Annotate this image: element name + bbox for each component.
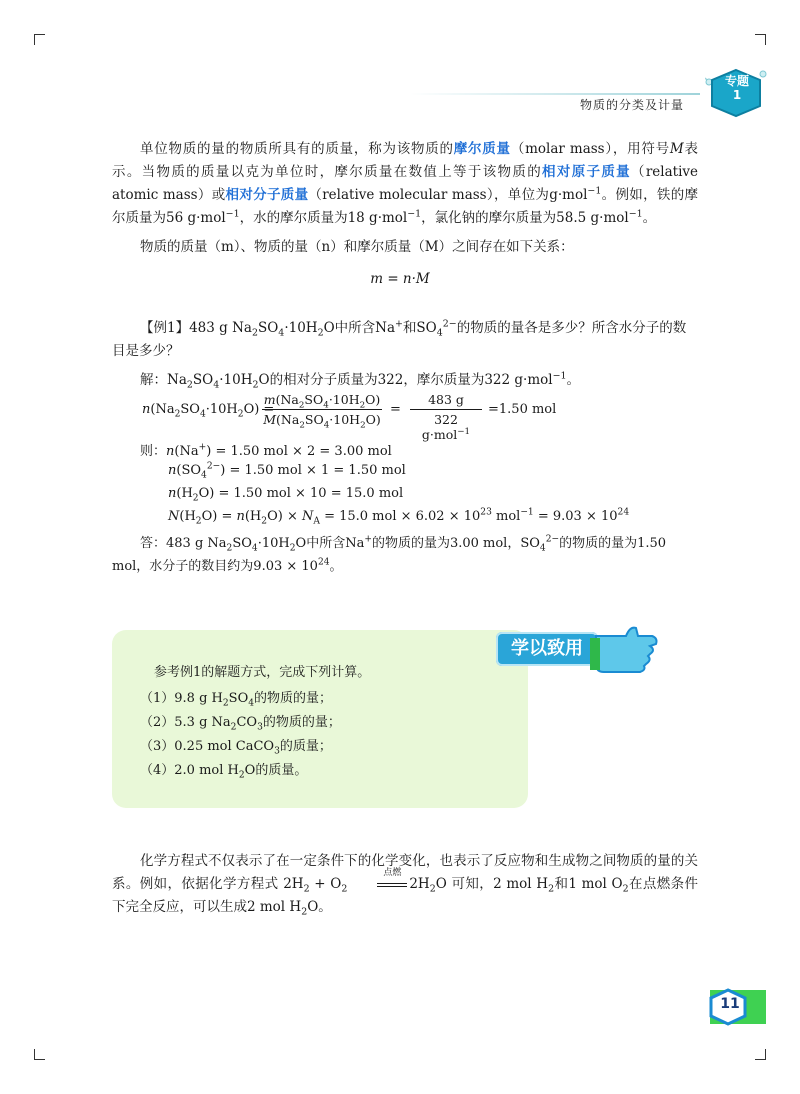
text-run: 中所含Na	[306, 536, 365, 551]
text-run: （4）2.0 mol H	[140, 763, 239, 778]
exponent: −1	[225, 208, 240, 220]
then-line-2: $n(SO_4^{2-}) = 1.50$ mol × 1 = 1.50 mol	[168, 461, 406, 481]
crop-mark-bottom-right	[755, 1049, 766, 1060]
practice-item-2: （2）5.3 g $Na_2CO_3$的物质的量；	[140, 715, 341, 733]
crop-mark-bottom-left	[34, 1049, 45, 1060]
exponent: 23	[480, 507, 492, 518]
text-run: 。	[642, 210, 657, 226]
text-run: ·10H	[284, 320, 318, 336]
fraction-numerator: $m(Na_2SO_4\cdot 10H_2O)$	[263, 392, 381, 411]
text-run: 【例1】483 g Na	[140, 320, 252, 336]
badge-line-1: 专题	[724, 74, 749, 88]
superscript: +	[395, 318, 403, 330]
text-run: 的物质的量；	[262, 715, 341, 730]
text-run: SO	[228, 691, 249, 706]
exponent: −1	[407, 208, 422, 220]
text-run: CO	[236, 715, 258, 730]
text-run: mol	[496, 509, 521, 524]
text-run: O中所含Na	[323, 320, 396, 336]
text-run: = 9.03 × 10	[537, 509, 618, 524]
text-run: 和SO	[402, 320, 437, 336]
reaction-condition-arrow	[347, 868, 409, 896]
text-run: O的质量。	[244, 763, 308, 778]
text-run: SO	[257, 320, 279, 336]
solution-line: 解：$Na_2SO_4\cdot 10H_2O$的相对分子质量为322，摩尔质量为322 g·mol$^{-1}$。	[140, 370, 581, 391]
pointing-hand-icon	[590, 618, 660, 674]
subscript: 2	[251, 327, 258, 339]
text-run: 答：483 g Na	[140, 536, 227, 551]
text-run: （2）5.3 g Na	[140, 715, 231, 730]
text-run: （relative molecular mass），单位为g·mol	[308, 187, 588, 203]
text-run: O。	[307, 899, 332, 915]
text-run: 。	[329, 559, 343, 574]
fraction-numerator: 483 g	[410, 392, 482, 410]
paragraph-chemical-equation: 化学方程式不仅表示了在一定条件下的化学变化，也表示了反应物和生成物之间物质的量的关系。例如，依据化学方程式 $2H_2 + O_2$ 点燃 $2H_2O$ 可知，2 mol $H_2$和1 mol $O_2$在点燃条件下完全反应，可以生成2 mol $H_2O$。	[112, 853, 699, 918]
text-run: （relative atomic mass）或	[112, 164, 699, 203]
paragraph-relation: 物质的质量（m）、物质的量（n）和摩尔质量（M）之间存在如下关系：	[140, 239, 574, 255]
fraction-denominator	[410, 410, 482, 442]
text-run: O 可知，2 mol H	[435, 876, 549, 892]
example-1-question	[112, 317, 698, 363]
practice-item-1: （1）9.8 g $H_2SO_4$的物质的量；	[140, 691, 333, 709]
text-run: ，氯化钠的摩尔质量为58.5 g·mol	[421, 210, 629, 226]
fraction-denominator: $M(Na_2SO_4\cdot 10H_2O)$	[263, 412, 381, 431]
page-number: 11	[720, 996, 740, 1012]
running-header-title: 物质的分类及计量	[580, 98, 685, 112]
term-relative-molecular-mass: 相对分子质量	[225, 187, 309, 203]
superscript: 2−	[442, 318, 457, 330]
text-run: = 1.50 mol × 10 = 15.0 mol	[218, 486, 404, 501]
practice-intro: 参考例1的解题方式，完成下列计算。	[154, 665, 371, 680]
text-run: = 15.0 mol × 6.02 × 10	[324, 509, 481, 524]
subscript: 4	[436, 327, 443, 339]
then-line-3: $n(H_2O) = 1.50$ mol × 10 = 15.0 mol	[168, 486, 404, 504]
practice-item-3: （3）0.25 mol CaCO$_3$的质量；	[140, 739, 332, 757]
equals-sign: =	[390, 402, 401, 417]
chapter-badge-label	[715, 74, 759, 102]
text-run: ，水的摩尔质量为18 g·mol	[239, 210, 408, 226]
exponent: −1	[520, 507, 534, 518]
text-run: 的物质的量各是多少？所含水分子的数目是多少？	[112, 320, 687, 359]
text-run: （molar mass），用符号	[510, 141, 670, 157]
fraction-mass-over-molar-mass	[262, 392, 382, 431]
badge-line-2: 1	[732, 88, 742, 102]
text-run: 表示。当物质的质量以克为单位时，摩尔质量在数值上等于该物质的	[112, 141, 699, 180]
text-run: 的物质的量为1.50 mol，水分子的数目约为9.03 × 10	[112, 536, 667, 574]
reaction-condition-label: 点燃	[383, 868, 402, 878]
text-run: 的相对分子质量为322，摩尔质量为322 g·mol	[269, 372, 553, 388]
calc-result: =1.50 mol	[488, 402, 557, 417]
subscript: 4	[278, 327, 285, 339]
text-run: 322 g·mol	[421, 412, 458, 442]
calc-lhs: $n(Na_2SO_4\cdot 10H_2O)$ =	[142, 402, 275, 420]
example-1-answer: 答：483 g $Na_2SO_4\cdot 10H_2O$中所含Na+的物质的量为3.00 mol，$SO_4^{2-}$的物质的量为1.50 mol，水分子的数目约为$9.03 \times 10^{24}$。	[112, 534, 667, 574]
text-run: 的质量；	[279, 739, 332, 754]
text-run: 的物质的量；	[254, 691, 333, 706]
solution-label: 解：	[140, 372, 167, 388]
exponent: −1	[457, 426, 471, 437]
text-run: 化学方程式不仅表示了在一定条件下的化学变化，也表示了反应物和生成物之间物质的量的关系。例如，依据化学方程式 2H	[112, 853, 698, 892]
crop-mark-top-left	[34, 34, 45, 45]
text-run: （3）0.25 mol CaCO	[140, 739, 275, 754]
text-run: = 1.50 mol × 2 = 3.00 mol	[215, 444, 392, 459]
formula-m-equals-n-m: m = n·M	[370, 271, 430, 287]
exponent: 24	[317, 557, 330, 568]
text-run: 在点燃条件下完全反应，可以生成2 mol H	[112, 876, 699, 915]
then-label: 则：	[140, 444, 167, 459]
header-rule	[410, 93, 700, 95]
exponent: −1	[552, 370, 567, 382]
text-run: 。例如，铁的摩尔质量为56 g·mol	[112, 187, 699, 226]
text-run: 的物质的量为3.00 mol，SO	[371, 536, 540, 551]
crop-mark-top-right	[755, 34, 766, 45]
text-run: + O	[309, 876, 342, 892]
text-run: （1）9.8 g H	[140, 691, 223, 706]
subscript: 2	[317, 327, 324, 339]
practice-tag: 学以致用	[496, 632, 598, 666]
then-line-4: $N(H_2O) = n(H_2O) \times N_A = 15.0$ mol × $6.02 \times 10^{23}$ $mol^{-1} = 9.03 \times 10^{24}$	[168, 507, 630, 527]
text-run: 单位物质的量的物质所具有的质量，称为该物质的	[140, 141, 454, 157]
exponent: −1	[628, 208, 643, 220]
symbol-m: M	[669, 141, 684, 157]
practice-item-4: （4）2.0 mol $H_2O$的质量。	[140, 763, 308, 781]
exponent: 24	[617, 507, 630, 518]
fraction-value	[410, 392, 482, 442]
term-relative-atomic-mass: 相对原子质量	[542, 164, 632, 180]
text-run: 2H	[409, 876, 430, 892]
text-run: = 1.50 mol × 1 = 1.50 mol	[229, 463, 406, 478]
text-run: 和1 mol O	[554, 876, 623, 892]
then-line-1: 则：n(Na+) = 1.50 mol × 2 = 3.00 mol	[140, 442, 392, 459]
exponent: −1	[587, 185, 602, 197]
term-molar-mass: 摩尔质量	[453, 141, 511, 157]
paragraph-molar-mass	[112, 138, 698, 230]
